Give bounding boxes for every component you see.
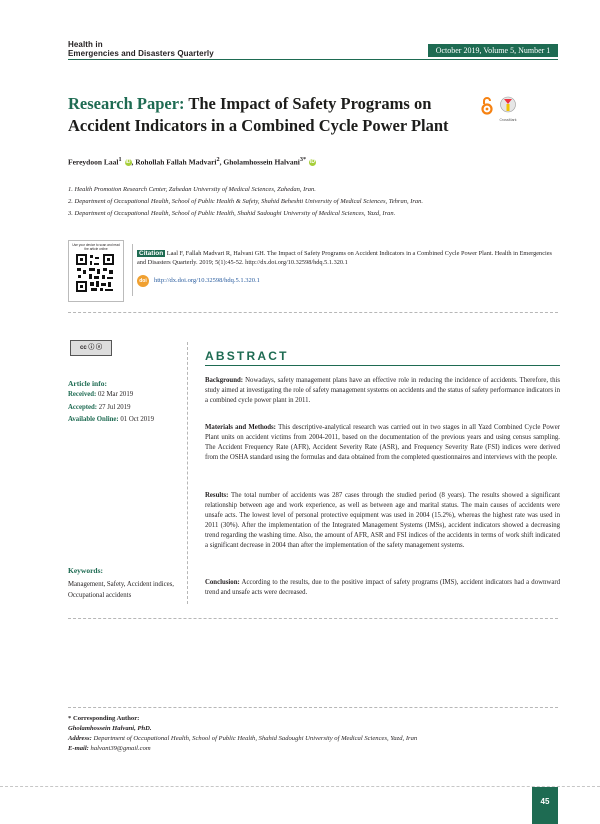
orcid-icon[interactable]: iD: [310, 159, 315, 166]
email-text[interactable]: halvani39@gmail.com: [90, 745, 151, 752]
conclusion-text: According to the results, due to the positive impact of safety programs (IMS), accident indicators had a downward trend and unsafe acts were decreased.: [205, 579, 561, 596]
abstract-conclusion: [205, 578, 560, 598]
article-info-heading: Article info:: [68, 379, 107, 388]
corresponding-heading: * Corresponding Author:: [68, 715, 140, 722]
doi-link[interactable]: http://dx.doi.org/10.32598/hdq.5.1.320.1: [154, 277, 260, 284]
orcid-icon[interactable]: iD: [125, 159, 131, 166]
journal-name-line2: Emergencies and Disasters Quarterly: [68, 49, 214, 58]
abstract-methods: [205, 423, 560, 463]
affiliation-2: 2. Department of Occupational Health, School of Public Health & Safety, Shahid Beheshti University of Medical Sciences, Tehran, Iran.: [68, 198, 424, 205]
affiliations: [68, 184, 568, 220]
email-label: E-mail:: [68, 745, 89, 752]
accepted-label: Accepted:: [68, 404, 98, 411]
crossmark-logo-icon: [498, 96, 518, 113]
accepted-date: [68, 404, 131, 411]
divider: [68, 707, 558, 708]
crossmark-icon[interactable]: [498, 96, 518, 120]
address-label: Address:: [68, 735, 92, 742]
available-label: Available Online:: [68, 416, 119, 423]
author-2: Rohollah Fallah Madvari: [135, 157, 217, 167]
citation-body: Laal F, Fallah Madvari R, Halvani GH. The Impact of Safety Programs on Accident Indicators in a Combined Cycle Power Plant. Health in Emergencies and Disasters Quarterly. 2019; 5(1):45-52. http://dx.doi.org/10.32598/hdq.5.1.320.1: [137, 250, 552, 266]
available-online-date: [68, 416, 154, 423]
received-value: 02 Mar 2019: [98, 391, 134, 398]
citation-text: [137, 249, 557, 267]
crossmark-label: CrossMark: [499, 118, 517, 122]
header-rule: [68, 59, 558, 60]
author-3: Gholamhossein Halvani: [223, 157, 300, 167]
affiliation-3: 3. Department of Occupational Health, School of Public Health, Shahid Sadoughi University of Medical Sciences, Yazd, Iran.: [68, 210, 396, 217]
creative-commons-badge-icon[interactable]: cc ⓘ ⓢ: [70, 340, 112, 356]
results-label: Results:: [205, 492, 229, 499]
methods-text: This descriptive-analytical research was carried out in two stages in all Yazd Combined Cycle Power Plant units on accident victims from 2004-2011, based on the documentation of the previous years and using census sampling. The Accident Frequency Rate (AFR), Accident Severity Rate (ASR), and Frequency Severity Rate (FSI) indices were derived from the OSHA standard using the formulas and data obtained from the completed questionnaires and interviews with the people.: [205, 424, 560, 461]
doi-icon: doi: [137, 275, 149, 287]
affiliation-1: 1. Health Promotion Research Center, Zahedan University of Medical Sciences, Zahedan, Iran.: [68, 186, 316, 193]
citation-label: Citation: [139, 250, 164, 257]
abstract-rule: [205, 365, 560, 366]
divider: [68, 312, 558, 313]
conclusion-label: Conclusion:: [205, 579, 240, 586]
qr-code-icon[interactable]: [75, 253, 115, 293]
results-text: The total number of accidents was 287 cases through the studied period (8 years). The results showed a significant relationship between age and work experience, as well as between age and marital status. The main causes of accidents were unsafe acts. The lowest level of personal protective equipment was used in 2004 (15.2%), whereas the highest rate was used in 2011 (30%). After the implementation of the Integrated Management Systems (IMSs), accident indicators showed a decreasing trend regarding the washing time. Also, the amount of AFR, ASR and FSI indices of the accidents in terms of work shift indicated a significant decrease in 2004 than after the implementation of the safety management systems.: [205, 492, 561, 549]
corresponding-name: Gholamhossein Halvani, PhD.: [68, 725, 152, 732]
qr-caption: Use your device to scan and read the article online: [72, 243, 120, 251]
page-number: 45: [532, 787, 558, 824]
background-label: Background:: [205, 377, 244, 384]
footer-rule: [0, 786, 600, 787]
paper-title: [68, 93, 468, 137]
journal-name: [68, 40, 214, 58]
abstract-background: [205, 376, 560, 406]
author-3-sup: 3*: [299, 156, 307, 163]
open-access-icon: [480, 97, 494, 115]
abstract-heading: ABSTRACT: [205, 349, 289, 363]
abstract-results: [205, 491, 560, 551]
address-text: Department of Occupational Health, School of Public Health, Shahid Sadoughi University of Medical Sciences, Yazd, Iran: [93, 735, 418, 742]
accepted-value: 27 Jul 2019: [98, 404, 131, 411]
received-label: Received:: [68, 391, 97, 398]
paper-title-text: The Impact of Safety Programs on Accident Indicators in a Combined Cycle Power Plant: [68, 94, 449, 135]
journal-name-line1: Health in: [68, 40, 103, 49]
methods-label: Materials and Methods:: [205, 424, 276, 431]
background-text: Nowadays, safety management plans have an effective role in reducing the incidence of accidents. Therefore, this study aimed at investigating the role of safety management systems on accidents and the status of safety performance indicators in a combined cycle power plant in 2011.: [205, 377, 560, 404]
author-1-sup: 1: [118, 156, 122, 163]
available-value: 01 Oct 2019: [120, 416, 154, 423]
divider: [68, 618, 558, 619]
author-1: Fereydoon Laal: [68, 157, 119, 167]
keywords-text: Management, Safety, Accident indices, Occupational accidents: [68, 581, 175, 599]
corresponding-author: [68, 714, 558, 754]
issue-band: October 2019, Volume 5, Number 1: [428, 44, 558, 57]
column-divider: [187, 342, 188, 604]
paper-type-label: Research Paper:: [68, 94, 185, 113]
keywords-heading: Keywords:: [68, 566, 103, 575]
author-2-sup: 2: [216, 156, 220, 163]
received-date: [68, 391, 133, 398]
author-list: Fereydoon Laal$^1$ iD, Rohollah Fallah Madvari$^2$, Gholamhossein Halvani$^{3*}$ iD: [68, 156, 315, 167]
